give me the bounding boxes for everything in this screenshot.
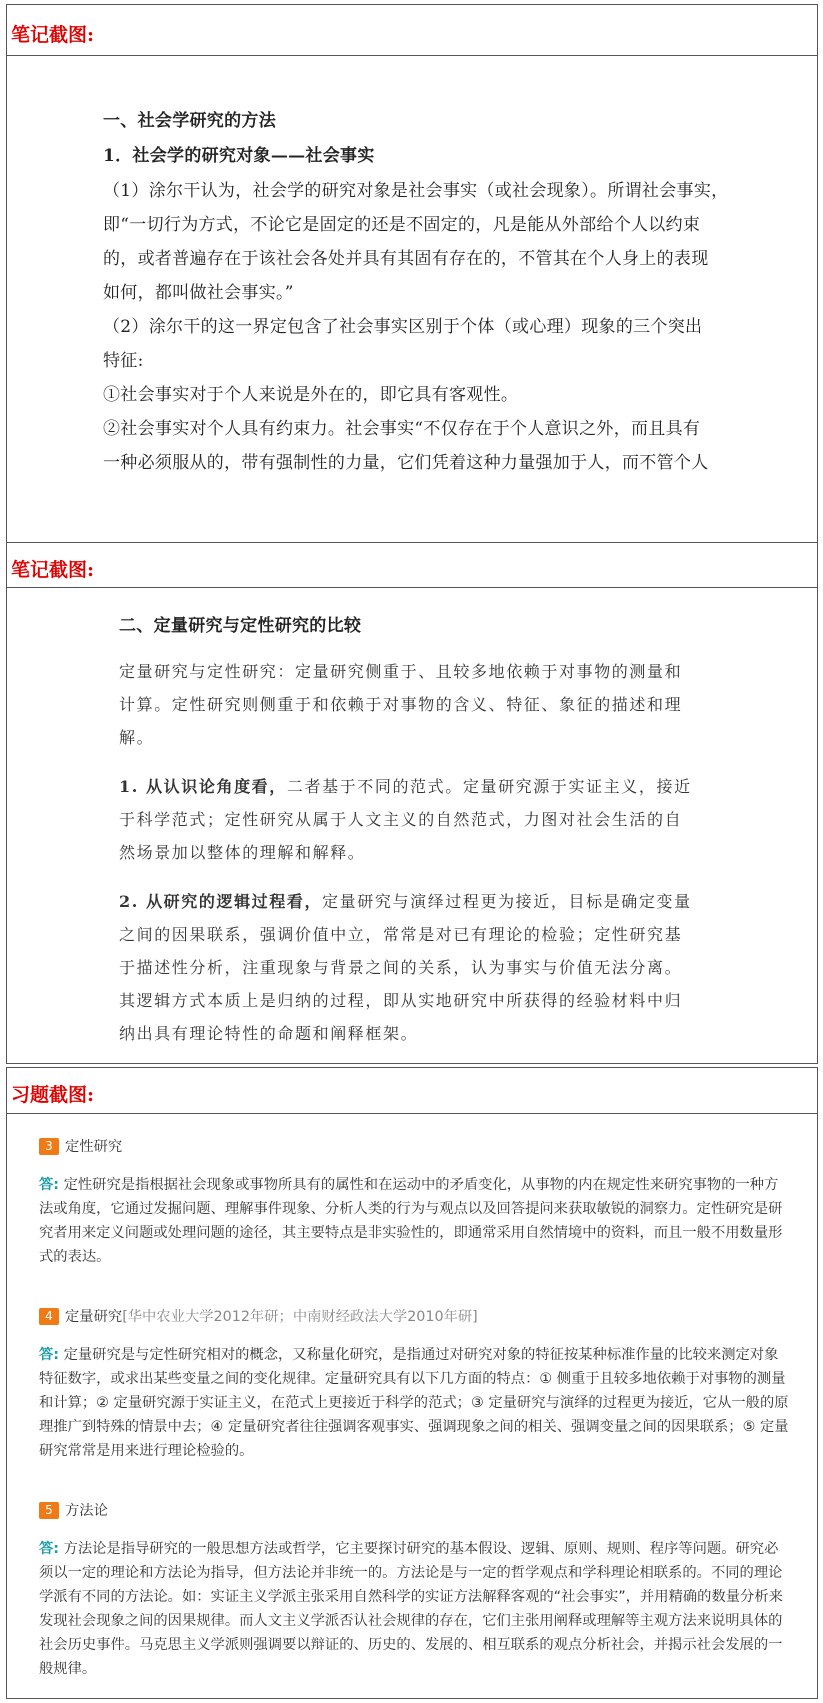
exercise-answer-line: 须以一定的理论和方法论为指导，但方法论并非统一的。方法论是与一定的哲学观点和学科理论相联系的。不同的理论 [39,1565,783,1581]
note2-p2-line: 其逻辑方式本质上是归纳的过程，即从实地研究中所获得的经验材料中归 [119,991,683,1010]
note-box-1 [6,4,818,544]
note-header-2 [7,543,817,588]
note1-line: （1）涂尔干认为，社会学的研究对象是社会事实（或社会现象）。所谓社会事实， [103,181,729,201]
answer-label: 答: [39,1347,60,1363]
note2-intro-line: 计算。定性研究则侧重于和依赖于对事物的含义、特征、象征的描述和理 [119,695,683,714]
exercise-term: 方法论 [65,1503,108,1519]
exercise-term-row [39,1136,122,1156]
note2-p2-line [119,889,692,912]
question-number-badge: 4 [39,1308,59,1325]
answer-text: 方法论是指导研究的一般思想方法或哲学，它主要探讨研究的基本假设、逻辑、原则、规则、程序等问题。研究必 [63,1541,779,1557]
note2-intro-line: 解。 [119,728,155,747]
note1-line: （2）涂尔干的这一界定包含了社会事实区别于个体（或心理）现象的三个突出 [103,317,703,337]
note2-p2-line: 于描述性分析，注重现象与背景之间的关系，认为事实与价值无法分离。 [119,958,683,977]
exercise-answer-line: 研究常常是用来进行理论检验的。 [39,1443,254,1459]
note1-line: ②社会事实对个人具有约束力。社会事实“不仅存在于个人意识之外，而且具有 [103,419,701,439]
note1-heading: 一、社会学研究的方法 [103,111,276,131]
exercise-source: [华中农业大学2012年研；中南财经政法大学2010年研] [122,1309,478,1325]
note-box-2 [6,542,818,1064]
exercise-answer-line [39,1344,778,1364]
exercise-answer-line [39,1538,778,1558]
exercise-term: 定性研究 [65,1139,123,1155]
question-number-badge: 3 [39,1138,59,1155]
exercise-term-row [39,1306,478,1326]
exercise-answer-line: 发现社会现象之间的因果规律。而人文主义学派否认社会规律的存在，它们主张用阐释或理解等主观方法来说明具体的 [39,1613,783,1629]
note2-intro-line: 定量研究与定性研究：定量研究侧重于、且较多地依赖于对事物的测量和 [119,662,683,681]
note2-p2-line: 纳出具有理论特性的命题和阐释框架。 [119,1024,419,1043]
exercise-answer-line: 般规律。 [39,1661,97,1677]
note1-line: 特征: [103,351,144,371]
note-header-1 [7,5,817,56]
exercise-answer-line: 学派有不同的方法论。如：实证主义学派主张采用自然科学的实证方法解释客观的“社会事实”，并用精确的数量分析来 [39,1589,783,1605]
exercise-header-label: 习题截图: [11,1084,95,1106]
answer-text: 定性研究是指根据社会现象或事物所具有的属性和在运动中的矛盾变化，从事物的内在规定性来研究事物的一种方 [63,1177,779,1193]
note2-p1-line: 然场景加以整体的理解和解释。 [119,843,366,862]
note2-p2-line: 之间的因果联系，强调价值中立，常常是对已有理论的检验；定性研究基 [119,925,683,944]
note2-p1-line [119,774,692,797]
exercise-term: 定量研究 [65,1309,123,1325]
exercise-answer-line: 社会历史事件。马克思主义学派则强调要以辩证的、历史的、发展的、相互联系的观点分析社会，并揭示社会发展的一 [39,1637,783,1653]
note1-line: 如何，都叫做社会事实。” [103,283,294,303]
note-header-1-label: 笔记截图: [11,24,95,46]
exercise-answer-line [39,1174,778,1194]
note2-heading: 二、定量研究与定性研究的比较 [119,616,362,636]
note2-p2-text: 定量研究与演绎过程更为接近，目标是确定变量 [322,892,692,911]
note1-line: 即“一切行为方式，不论它是固定的还是不固定的，凡是能从外部给个人以约束 [103,215,701,235]
exercise-answer-line: 理推广到特殊的情景中去；④ 定量研究者往往强调客观事实、强调现象之间的相关、强调变量之间的因果联系；⑤ 定量 [39,1419,789,1435]
note2-p1-line: 于科学范式；定性研究从属于人文主义的自然范式，力图对社会生活的自 [119,810,683,829]
note-header-2-label: 笔记截图: [11,559,95,581]
note1-line: ①社会事实对于个人来说是外在的，即它具有客观性。 [103,385,519,405]
note1-subheading: 1．社会学的研究对象——社会事实 [103,146,375,166]
note2-p2-bold: 2. 从研究的逻辑过程看， [119,892,323,911]
exercise-answer-line: 和计算；② 定量研究源于实证主义，在范式上更接近于科学的范式；③ 定量研究与演绎的过程更为接近，它从一般的原 [39,1395,789,1411]
exercise-header [7,1068,817,1114]
exercise-answer-line: 究者用来定义问题或处理问题的途径，其主要特点是非实验性的，即通常采用自然情境中的资料，而且一般不用数量形 [39,1225,783,1241]
note1-line: 的，或者普遍存在于该社会各处并具有其固有存在的，不管其在个人身上的表现 [103,249,709,269]
exercise-answer-line: 法或角度，它通过发掘问题、理解事件现象、分析人类的行为与观点以及回答提问来获取敏锐的洞察力。定性研究是研 [39,1201,783,1217]
note2-p1-text: 二者基于不同的范式。定量研究源于实证主义，接近 [286,777,692,796]
answer-label: 答: [39,1541,60,1557]
note1-line: 一种必须服从的，带有强制性的力量，它们凭着这种力量强加于人，而不管个人 [103,453,709,473]
exercise-box [6,1067,818,1699]
exercise-answer-line: 式的表达。 [39,1249,111,1265]
answer-label: 答: [39,1177,60,1193]
exercise-term-row [39,1500,108,1520]
answer-text: 定量研究是与定性研究相对的概念，又称量化研究，是指通过对研究对象的特征按某种标准作量的比较来测定对象 [63,1347,779,1363]
question-number-badge: 5 [39,1502,59,1519]
note2-p1-bold: 1. 从认识论角度看， [119,777,287,796]
exercise-answer-line: 特征数字，或求出某些变量之间的变化规律。定量研究具有以下几方面的特点：① 侧重于且较多地依赖于对事物的测量 [39,1371,786,1387]
